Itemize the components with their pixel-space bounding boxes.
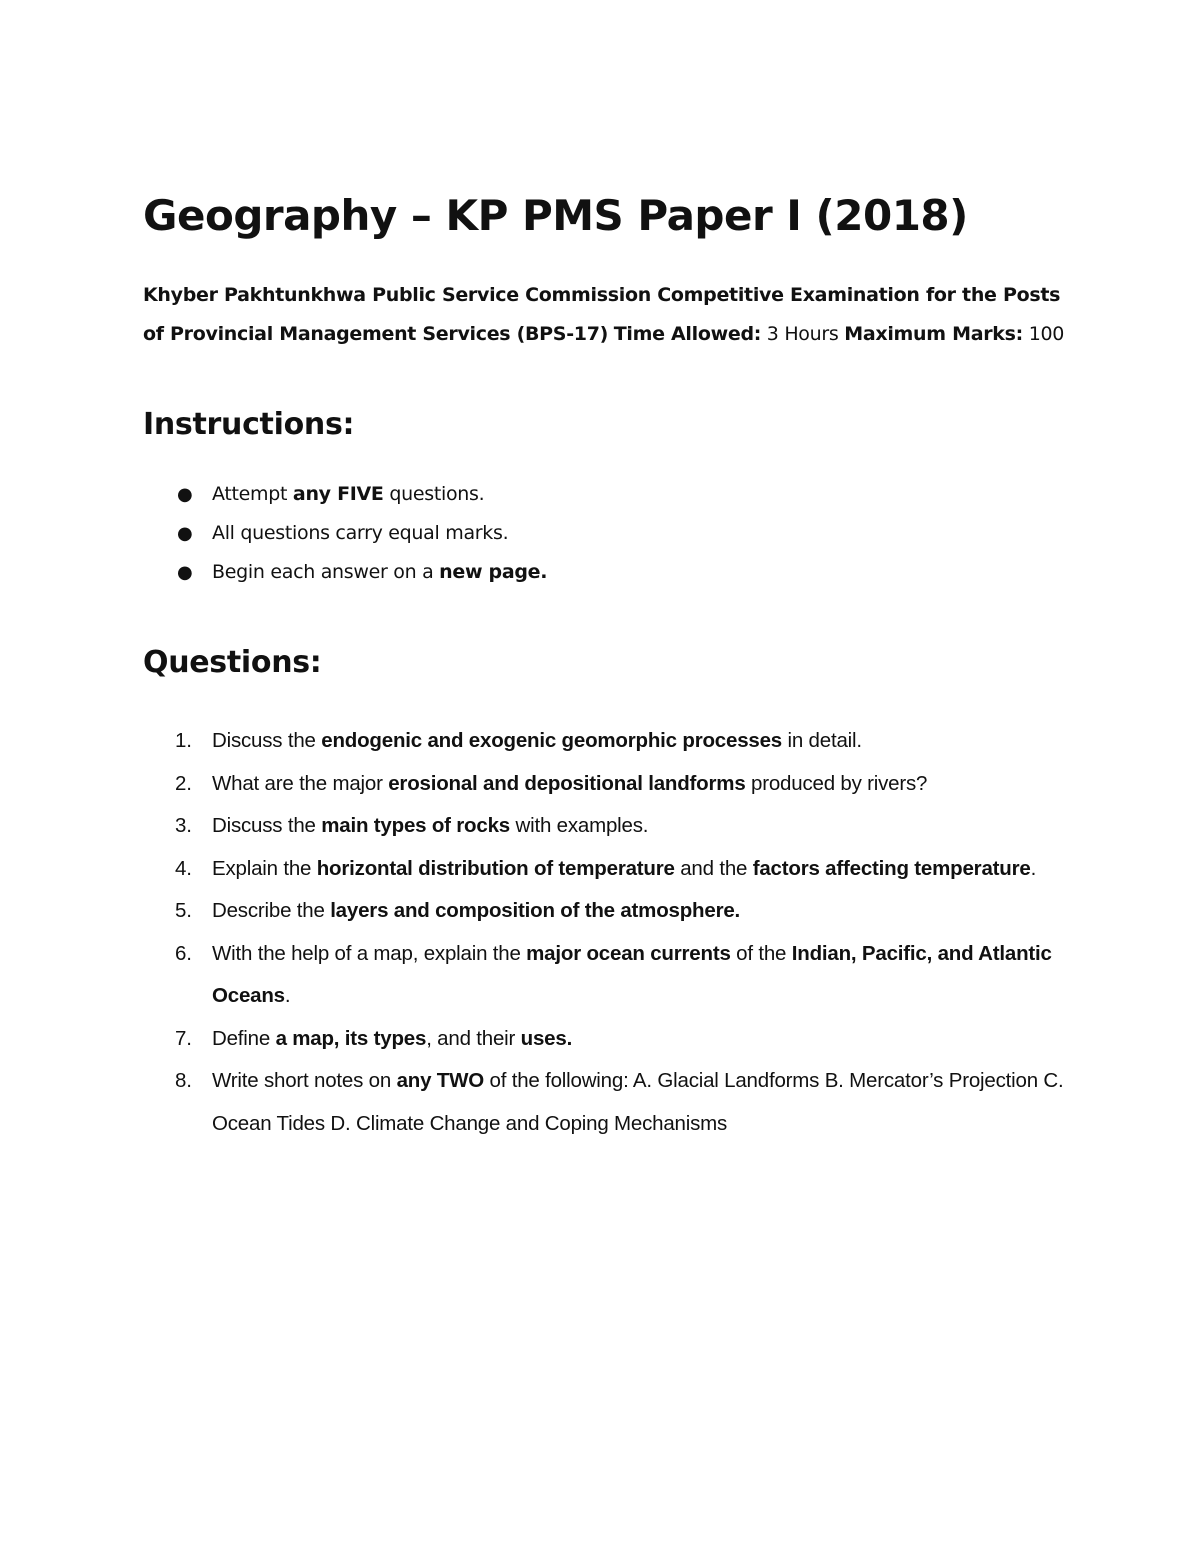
list-item xyxy=(143,553,1073,592)
bullet-icon: ● xyxy=(177,523,193,544)
question-number: 5. xyxy=(175,899,192,922)
instructions-list xyxy=(143,475,1073,592)
bullet-icon: ● xyxy=(177,562,193,583)
question-bold: layers and composition of the atmosphere. xyxy=(330,899,741,922)
question-text: Define xyxy=(212,1026,276,1050)
exam-intro xyxy=(143,276,1073,354)
question-text: Explain the xyxy=(212,856,317,880)
question-bold: factors affecting temperature xyxy=(752,856,1031,880)
question-text: with examples. xyxy=(510,814,649,837)
question-number: 6. xyxy=(175,941,192,965)
question-bold: major ocean currents xyxy=(526,941,731,965)
question-item xyxy=(143,720,1073,763)
question-bold: any TWO xyxy=(396,1069,485,1092)
question-item xyxy=(143,848,1073,891)
question-text: Discuss the xyxy=(212,814,322,837)
marks-label: Maximum Marks: xyxy=(844,323,1023,345)
question-text: in detail. xyxy=(782,729,862,752)
question-number: 2. xyxy=(175,771,192,795)
question-text: What are the major xyxy=(212,771,389,795)
instruction-text: All questions carry equal marks. xyxy=(212,522,509,544)
question-number: 3. xyxy=(175,814,192,837)
question-bold: uses. xyxy=(520,1026,573,1050)
questions-list xyxy=(143,720,1073,1145)
instructions-heading: Instructions: xyxy=(143,407,355,442)
question-bold: a map, its types xyxy=(275,1026,427,1050)
document-page xyxy=(143,186,1073,1145)
marks-value: 100 xyxy=(1028,323,1065,345)
question-item xyxy=(143,933,1073,1018)
question-text: produced by rivers? xyxy=(745,771,928,795)
question-text: With the help of a map, explain the xyxy=(212,941,527,965)
page-title: Geography – KP PMS Paper I (2018) xyxy=(143,191,968,240)
question-text: of the following: A. Glacial Landforms B. Mercator’s Projection C. Ocean Tides D. Climate Change and Coping Mechanisms xyxy=(212,1069,1064,1135)
question-bold: horizontal distribution of temperature xyxy=(316,856,675,880)
question-item xyxy=(143,890,1073,933)
question-text: of the xyxy=(730,941,792,965)
instruction-text: Begin each answer on a xyxy=(212,561,440,583)
question-bold: erosional and depositional landforms xyxy=(388,771,746,795)
question-text: Write short notes on xyxy=(212,1069,397,1092)
question-number: 4. xyxy=(175,856,192,880)
question-bold: main types of rocks xyxy=(321,814,510,837)
question-bold: Indian, Pacific, and Atlantic Oceans xyxy=(212,941,1052,1007)
instruction-text: Attempt xyxy=(212,483,293,505)
question-bold: endogenic and exogenic geomorphic processes xyxy=(321,729,782,752)
question-number: 7. xyxy=(175,1026,192,1050)
question-text: , and their xyxy=(426,1026,521,1050)
question-item xyxy=(143,805,1073,848)
question-text: . xyxy=(1030,856,1037,880)
list-item xyxy=(143,475,1073,514)
question-number: 1. xyxy=(175,729,192,752)
instruction-bold: any FIVE xyxy=(292,483,384,505)
time-label: Time Allowed: xyxy=(613,323,762,345)
commission-text: Khyber Pakhtunkhwa Public Service Commission Competitive Examination for the Posts of Provincial Management Services (BPS-17) xyxy=(143,284,1061,345)
question-text: . xyxy=(284,984,291,1007)
question-item xyxy=(143,1018,1073,1061)
question-text: and the xyxy=(674,856,753,880)
instruction-text: questions. xyxy=(383,483,485,505)
question-item xyxy=(143,1060,1073,1145)
question-text: Describe the xyxy=(212,899,331,922)
bullet-icon: ● xyxy=(177,484,193,505)
list-item xyxy=(143,514,1073,553)
time-value: 3 Hours xyxy=(766,323,839,345)
questions-heading: Questions: xyxy=(143,645,322,680)
instruction-bold: new page. xyxy=(439,561,548,583)
question-number: 8. xyxy=(175,1069,192,1092)
question-item xyxy=(143,763,1073,806)
question-text: Discuss the xyxy=(212,729,322,752)
